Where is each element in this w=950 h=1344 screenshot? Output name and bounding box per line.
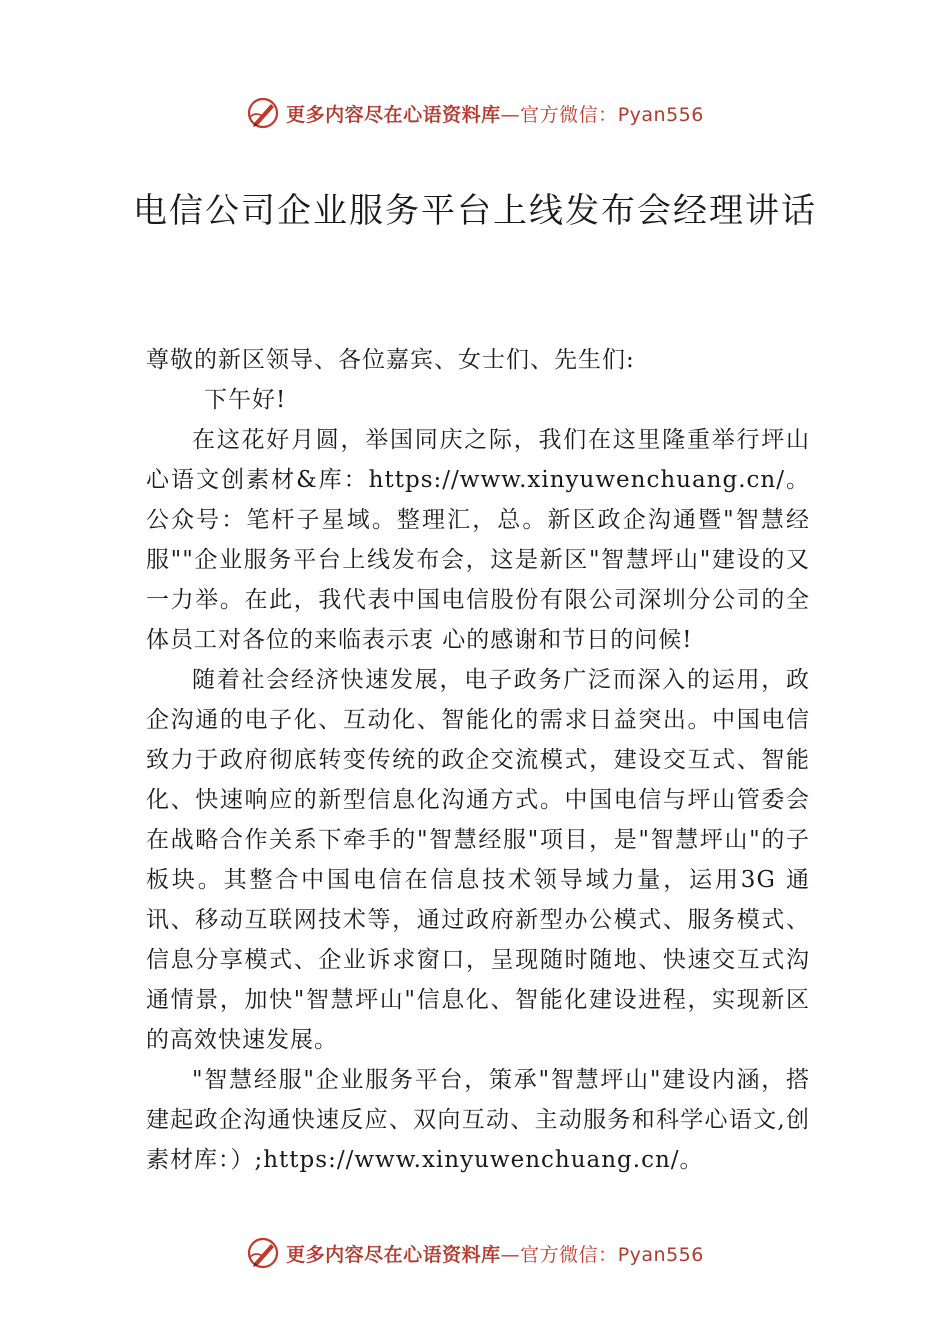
paragraph-3: "智慧经服"企业服务平台，策承"智慧坪山"建设内涵，搭建起政企沟通快速反应、双向互动、主动服务和科学心语文,创素材库：）;https://www.xinyuwenchuang.cn/。 — [146, 1067, 810, 1173]
pen-logo-icon — [246, 95, 282, 131]
header-banner — [0, 93, 950, 133]
greeting: 下午好! — [204, 387, 287, 413]
banner-dash: — — [500, 103, 521, 126]
banner-wechat-label: 官方微信： — [520, 1243, 618, 1266]
paragraph-2: 随着社会经济快速发展，电子政务广泛而深入的运用，政企沟通的电子化、互动化、智能化的需求日益突出。中国电信致力于政府彻底转变传统的政企交流模式，建设交互式、智能化、快速响应的新型信息化沟通方式。中国电信与坪山管委会在战略合作关系下牵手的"智慧经服"项目，是"智慧坪山"的子板块。其整合中国电信在信息技术领导域力量，运用3G 通讯、移动互联网技术等，通过政府新型办公模式、服务模式、信息分享模式、企业诉求窗口，呈现随时随地、快速交互式沟通情景，加快"智慧坪山"信息化、智能化建设进程，实现新区的高效快速发展。 — [146, 667, 810, 1053]
document-body — [146, 340, 810, 1180]
banner-main-text: 更多内容尽在心语资料库 — [286, 103, 501, 126]
paragraph-1: 在这花好月圆，举国同庆之际，我们在这里隆重举行坪山心语文创素材&库：https://www.xinyuwenchuang.cn/。公众号：笔杆子星域。整理汇，总。新区政企沟通暨"智慧经服""企业服务平台上线发布会，这是新区"智慧坪山"建设的又一力举。在此，我代表中国电信股份有限公司深圳分公司的全体员工对各位的来临表示衷 心的感谢和节日的问候! — [146, 427, 810, 653]
banner-text — [286, 100, 704, 127]
banner-wechat-label: 官方微信： — [520, 103, 618, 126]
salutation: 尊敬的新区领导、各位嘉宾、女士们、先生们: — [146, 347, 635, 373]
document-title: 电信公司企业服务平台上线发布会经理讲话 — [133, 191, 817, 231]
banner-wechat-id: Pyan556 — [617, 103, 704, 126]
pen-logo-icon — [246, 1235, 282, 1271]
banner-dash: — — [500, 1243, 521, 1266]
banner-wechat-id: Pyan556 — [617, 1243, 704, 1266]
footer-banner — [0, 1233, 950, 1273]
banner-text — [286, 1240, 704, 1267]
banner-main-text: 更多内容尽在心语资料库 — [286, 1243, 501, 1266]
